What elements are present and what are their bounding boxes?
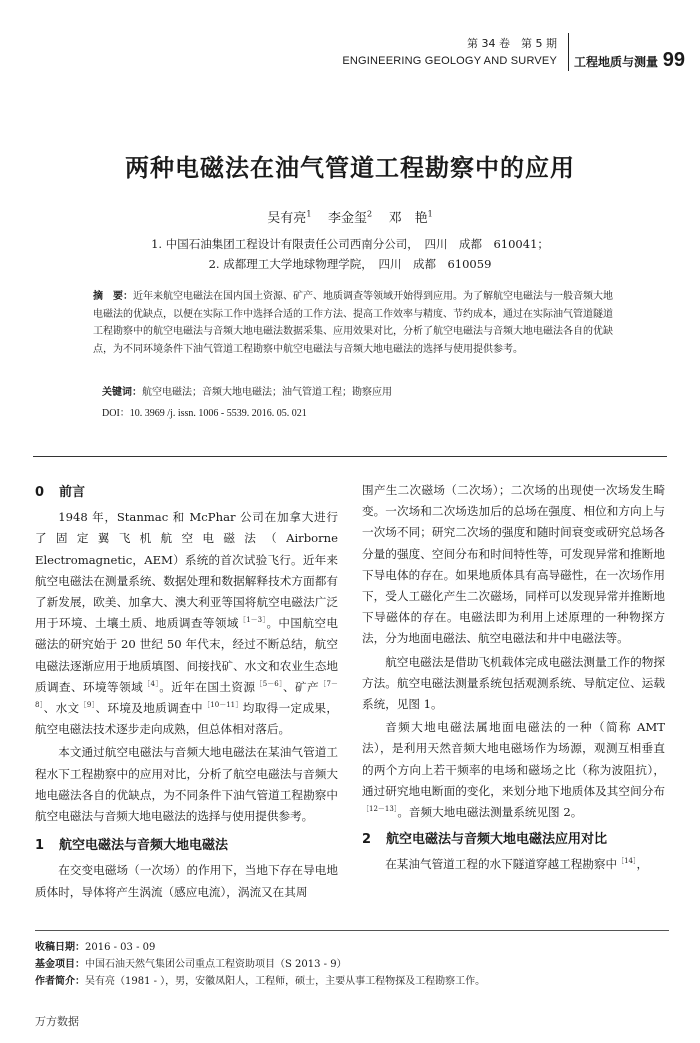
- paragraph: 本文通过航空电磁法与音频大地电磁法在某油气管道工程水下工程勘察中的应用对比，分析了航空电磁法与音频大地电磁法各自的优缺点，为不同条件下油气管道工程勘察中航空电磁法与音频大地电磁法的选择与使用提供参考。: [35, 745, 338, 824]
- section-title: 航空电磁法与音频大地电磁法应用对比: [386, 832, 608, 848]
- citation: ［1－3］: [238, 616, 267, 625]
- citation: ［12－13］: [362, 805, 398, 814]
- author-aff-mark: 1: [427, 209, 433, 219]
- author-list: [0, 207, 700, 226]
- author-aff-mark: 1: [306, 209, 312, 219]
- author-name: 李金玺: [327, 211, 367, 226]
- abstract: [93, 288, 613, 358]
- footer-watermark: 万方数据: [35, 1015, 79, 1028]
- abstract-text: 近年来航空电磁法在国内国土资源、矿产、地质调查等领域开始得到应用。为了解航空电磁法与一般音频大地电磁法的优缺点，以便在实际工作中选择合适的工作方法、提高工作效率与精度、节约成本，通过在实际油气管道隧道工程勘察中的航空电磁法与音频大地电磁法数据采集、应用效果对比，分析了航空电磁法与音频大地电磁法各自的优缺点，为不同环境条件下油气管道工程勘察中航空电磁法与音频大地电磁法的选择与使用提供参考。: [93, 291, 613, 355]
- journal-name-en: ENGINEERING GEOLOGY AND SURVEY: [342, 55, 557, 67]
- author-name: 吴有亮: [267, 211, 307, 226]
- section-title: 前言: [59, 485, 86, 500]
- paragraph: 航空电磁法是借助飞机载体完成电磁法测量工作的物探方法。航空电磁法测量系统包括观测系统、导航定位、运载系统，见图 1。: [362, 654, 665, 712]
- citation: ［9］: [79, 701, 96, 710]
- abstract-label: 摘 要：: [93, 291, 133, 302]
- text-run: 、环境及地质调查中: [95, 701, 203, 716]
- page-number: 99: [662, 49, 685, 71]
- footnotes: [35, 939, 485, 990]
- keywords: [102, 384, 612, 401]
- citation: ［5－6］: [255, 679, 284, 688]
- footnote-author: [35, 973, 485, 990]
- text-run: ，: [636, 857, 649, 872]
- volume-issue: 第 34 卷 第 5 期: [467, 37, 557, 50]
- paper-title: 两种电磁法在油气管道工程勘察中的应用: [125, 153, 575, 182]
- section-number: 1: [35, 838, 45, 854]
- citation: ［14］: [617, 857, 637, 866]
- paragraph: [362, 717, 665, 823]
- paragraph: 在交变电磁场（一次场）的作用下，当地下存在导电地质体时，导体将产生涡流（感应电流），涡流又在其周: [35, 863, 338, 899]
- footnote-text: 中国石油天然气集团公司重点工程资助项目（S 2013 - 9）: [85, 959, 347, 970]
- left-column: [35, 480, 338, 905]
- text-run: 、水文: [43, 701, 80, 716]
- author-name: 邓 艳: [388, 211, 428, 226]
- footnote-fund: [35, 956, 485, 973]
- section-divider: [33, 456, 667, 457]
- footnote-divider: [35, 930, 669, 931]
- right-column: [362, 480, 665, 878]
- citation: ［4］: [143, 679, 160, 688]
- affiliation: 2. 成都理工大学地球物理学院， 四川 成都 610059: [208, 257, 492, 271]
- header-divider: [568, 33, 569, 71]
- footnote-text: 2016 - 03 - 09: [85, 942, 156, 953]
- doi: DOI：10. 3969 /j. issn. 1006 - 5539. 2016. 05. 021: [102, 408, 307, 419]
- text-run: 1948 年，Stanmac 和 McPhar 公司在加拿大进行了固定翼飞机航空电磁法（Airborne Electromagnetic，AEM）系统的首次试验飞行。近年来航空电磁法在测量系统、数据处理和数据解释技术方面都有了新发展，欧美、加拿大、澳大利亚等国将航空电磁法广泛用于环境、土壤土质、地质调查等领域: [35, 510, 338, 631]
- text-run: 、矿产: [283, 679, 320, 694]
- text-run: 。音频大地电磁法测量系统见图 2。: [397, 805, 583, 820]
- paragraph: [35, 507, 338, 740]
- text-run: 。近年在国土资源: [159, 679, 256, 694]
- footnote-received: [35, 939, 485, 956]
- footnote-label: 收稿日期：: [35, 942, 85, 953]
- section-number: 0: [35, 485, 45, 500]
- text-run: 均取得一定成果，航空电磁法技术逐步走向成熟，但总体相对落后。: [35, 701, 338, 737]
- section-title: 航空电磁法与音频大地电磁法: [59, 838, 229, 854]
- author-aff-mark: 2: [366, 209, 373, 219]
- section-heading: [362, 829, 665, 850]
- keywords-text: 航空电磁法；音频大地电磁法；油气管道工程；勘察应用: [142, 387, 392, 398]
- paragraph: 围产生二次磁场（二次场）；二次场的出现使一次场发生畸变。一次场和二次场迭加后的总场在强度、相位和方向上与一次场不同；研究二次场的强度和随时间衰变或研究总场各分量的强度、空间分布和时间特性等，可发现异常和推断地下导电体的存在。如果地质体具有高导磁性，在一次场作用下，受人工磁化产生二次磁场，同样可以发现异常并推断地下导磁体的存在。电磁法即为利用上述原理的一种物探方法，分为地面电磁法、航空电磁法和井中电磁法等。: [362, 483, 665, 646]
- footnote-label: 基金项目：: [35, 959, 85, 970]
- section-heading: [35, 482, 338, 503]
- text-run: 音频大地电磁法属地面电磁法的一种（简称 AMT 法），是利用天然音频大地电磁场作为场源，观测互相垂直的两个方向上若干频率的电场和磁场之比（称为波阻抗），通过研究地电断面的变化，来划分地下地质体及其空间分布: [362, 720, 665, 798]
- keywords-label: 关键词：: [102, 387, 142, 398]
- section-heading: [35, 835, 338, 856]
- section-number: 2: [362, 832, 372, 848]
- journal-name-cn: 工程地质与测量: [574, 55, 659, 69]
- footnote-label: 作者简介：: [35, 976, 85, 987]
- running-header: [330, 33, 685, 73]
- paragraph: [362, 854, 665, 875]
- footnote-text: 吴有亮（1981 - ），男，安徽凤阳人，工程师，硕士，主要从事工程物探及工程勘察工作。: [85, 976, 486, 987]
- citation: ［7－8］: [35, 679, 338, 710]
- citation: ［10－11］: [202, 701, 243, 710]
- text-run: 。中国航空电磁法的研究始于 20 世纪 50 年代末，经过不断总结，航空电磁法逐渐应用于地质填图、间接找矿、水文和农业生态地质调查、环境等领域: [35, 616, 338, 694]
- affiliation: 1. 中国石油集团工程设计有限责任公司西南分公司， 四川 成都 610041；: [151, 237, 549, 251]
- text-run: 在某油气管道工程的水下隧道穿越工程勘察中: [385, 857, 618, 872]
